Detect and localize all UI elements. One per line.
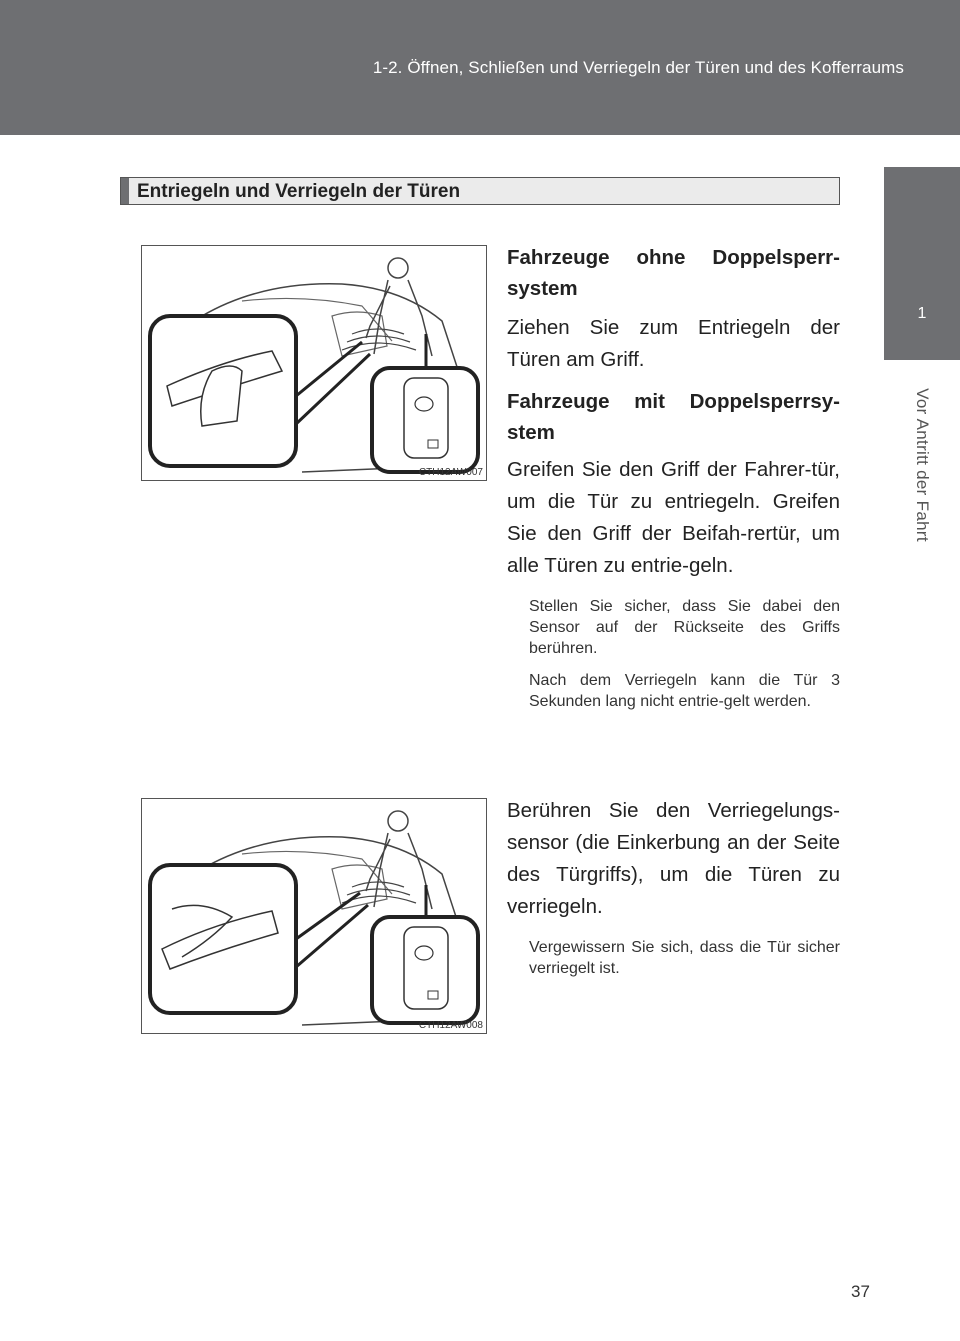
heading-with-double-lock: Fahrzeuge mit Doppelsperrsy-stem: [507, 390, 840, 444]
text-block-unlock: [507, 242, 840, 712]
note-sensor-back: Stellen Sie sicher, dass Sie dabei den Sensor auf der Rückseite des Griffs berühren.: [529, 598, 840, 657]
text-touch-sensor: Berühren Sie den Verriegelungs-sensor (die Einkerbung an der Seite des Türgriffs), um die Türen zu verriegeln.: [507, 799, 840, 918]
note-three-seconds: Nach dem Verriegeln kann die Tür 3 Sekunden lang nicht entrie-gelt werden.: [529, 672, 840, 710]
figure-lock-illustration: [141, 798, 487, 1034]
note-locked-check: Vergewissern Sie sich, dass die Tür sicher verriegelt ist.: [529, 939, 840, 977]
chapter-tab: [884, 167, 960, 360]
chapter-number: 1: [917, 305, 927, 322]
figure-code: CTH12AW008: [418, 1020, 483, 1031]
section-heading: [120, 177, 840, 205]
section-heading-bar: [121, 178, 129, 204]
heading-without-double-lock: Fahrzeuge ohne Doppelsperr-system: [507, 246, 840, 300]
figure-code: CTH12AW007: [418, 467, 483, 478]
figure-unlock-illustration: [141, 245, 487, 481]
page-header: [0, 0, 960, 135]
unlock-illustration-icon: [142, 246, 486, 480]
text-pull-handle: Ziehen Sie zum Entriegeln der Türen am Griff.: [507, 316, 840, 371]
text-block-lock: [507, 795, 840, 979]
text-grip-handle: Greifen Sie den Griff der Fahrer-tür, um die Tür zu entriegeln. Greifen Sie den Griff der Beifah-rertür, um alle Türen zu entrie-geln.: [507, 458, 840, 577]
header-title: 1-2. Öffnen, Schließen und Verriegeln der Türen und des Kofferraums: [372, 58, 904, 77]
page-number: 37: [851, 1282, 870, 1301]
section-heading-text: Entriegeln und Verriegeln der Türen: [137, 181, 461, 202]
lock-illustration-icon: [142, 799, 486, 1033]
chapter-label: Vor Antritt der Fahrt: [913, 388, 932, 542]
